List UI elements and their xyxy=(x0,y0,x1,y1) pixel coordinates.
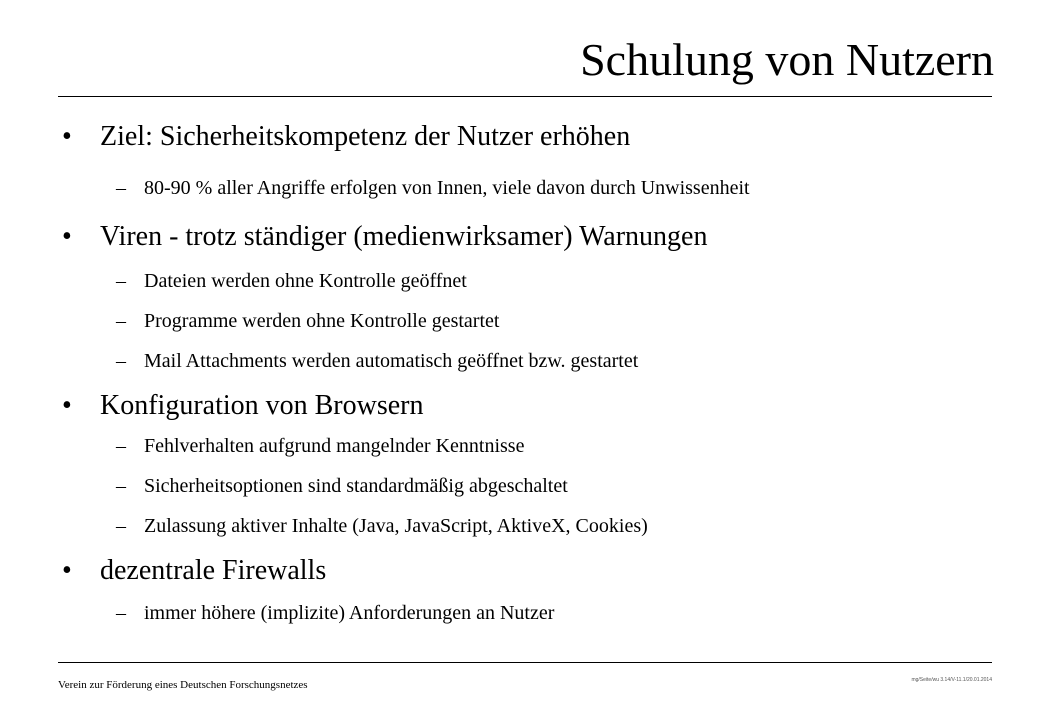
sub-marker: – xyxy=(116,602,126,624)
sub-marker: – xyxy=(116,350,126,372)
sub-marker: – xyxy=(116,270,126,292)
bullet-item-viruses xyxy=(62,220,707,254)
sub-marker: – xyxy=(116,475,126,497)
sub-item xyxy=(116,433,524,459)
bullet-text: Konfiguration von Browsern xyxy=(100,390,424,421)
footer-reference: mg/Seite/wu 3.14/V-11.1/20.01.2014 xyxy=(911,677,992,683)
sub-text: 80-90 % aller Angriffe erfolgen von Innen, viele davon durch Unwissenheit xyxy=(144,177,750,199)
bullet-item-browsers xyxy=(62,389,424,423)
footer-divider xyxy=(58,662,992,663)
sub-text: Fehlverhalten aufgrund mangelnder Kenntnisse xyxy=(144,435,525,457)
slide-title: Schulung von Nutzern xyxy=(580,34,994,85)
sub-marker: – xyxy=(116,435,126,457)
bullet-marker: • xyxy=(62,221,72,252)
sub-text: immer höhere (implizite) Anforderungen an Nutzer xyxy=(144,602,555,624)
sub-text: Mail Attachments werden automatisch geöffnet bzw. gestartet xyxy=(144,350,639,372)
sub-item xyxy=(116,600,554,626)
sub-item xyxy=(116,268,467,294)
sub-text: Sicherheitsoptionen sind standardmäßig abgeschaltet xyxy=(144,475,568,497)
bullet-marker: • xyxy=(62,390,72,421)
footer-organization: Verein zur Förderung eines Deutschen Forschungsnetzes xyxy=(58,679,308,691)
sub-marker: – xyxy=(116,310,126,332)
sub-item xyxy=(116,308,499,334)
bullet-text: Ziel: Sicherheitskompetenz der Nutzer erhöhen xyxy=(100,121,631,152)
bullet-item-goal xyxy=(62,120,630,154)
bullet-marker: • xyxy=(62,555,72,586)
sub-marker: – xyxy=(116,515,126,537)
sub-item xyxy=(116,175,750,201)
sub-item xyxy=(116,473,568,499)
sub-item xyxy=(116,348,638,374)
bullet-marker: • xyxy=(62,121,72,152)
sub-item xyxy=(116,513,648,539)
sub-text: Zulassung aktiver Inhalte (Java, JavaScript, AktiveX, Cookies) xyxy=(144,515,648,537)
sub-text: Dateien werden ohne Kontrolle geöffnet xyxy=(144,270,467,292)
bullet-item-firewalls xyxy=(62,554,326,588)
sub-marker: – xyxy=(116,177,126,199)
bullet-text: Viren - trotz ständiger (medienwirksamer) Warnungen xyxy=(100,221,708,252)
bullet-text: dezentrale Firewalls xyxy=(100,555,327,586)
sub-text: Programme werden ohne Kontrolle gestartet xyxy=(144,310,500,332)
